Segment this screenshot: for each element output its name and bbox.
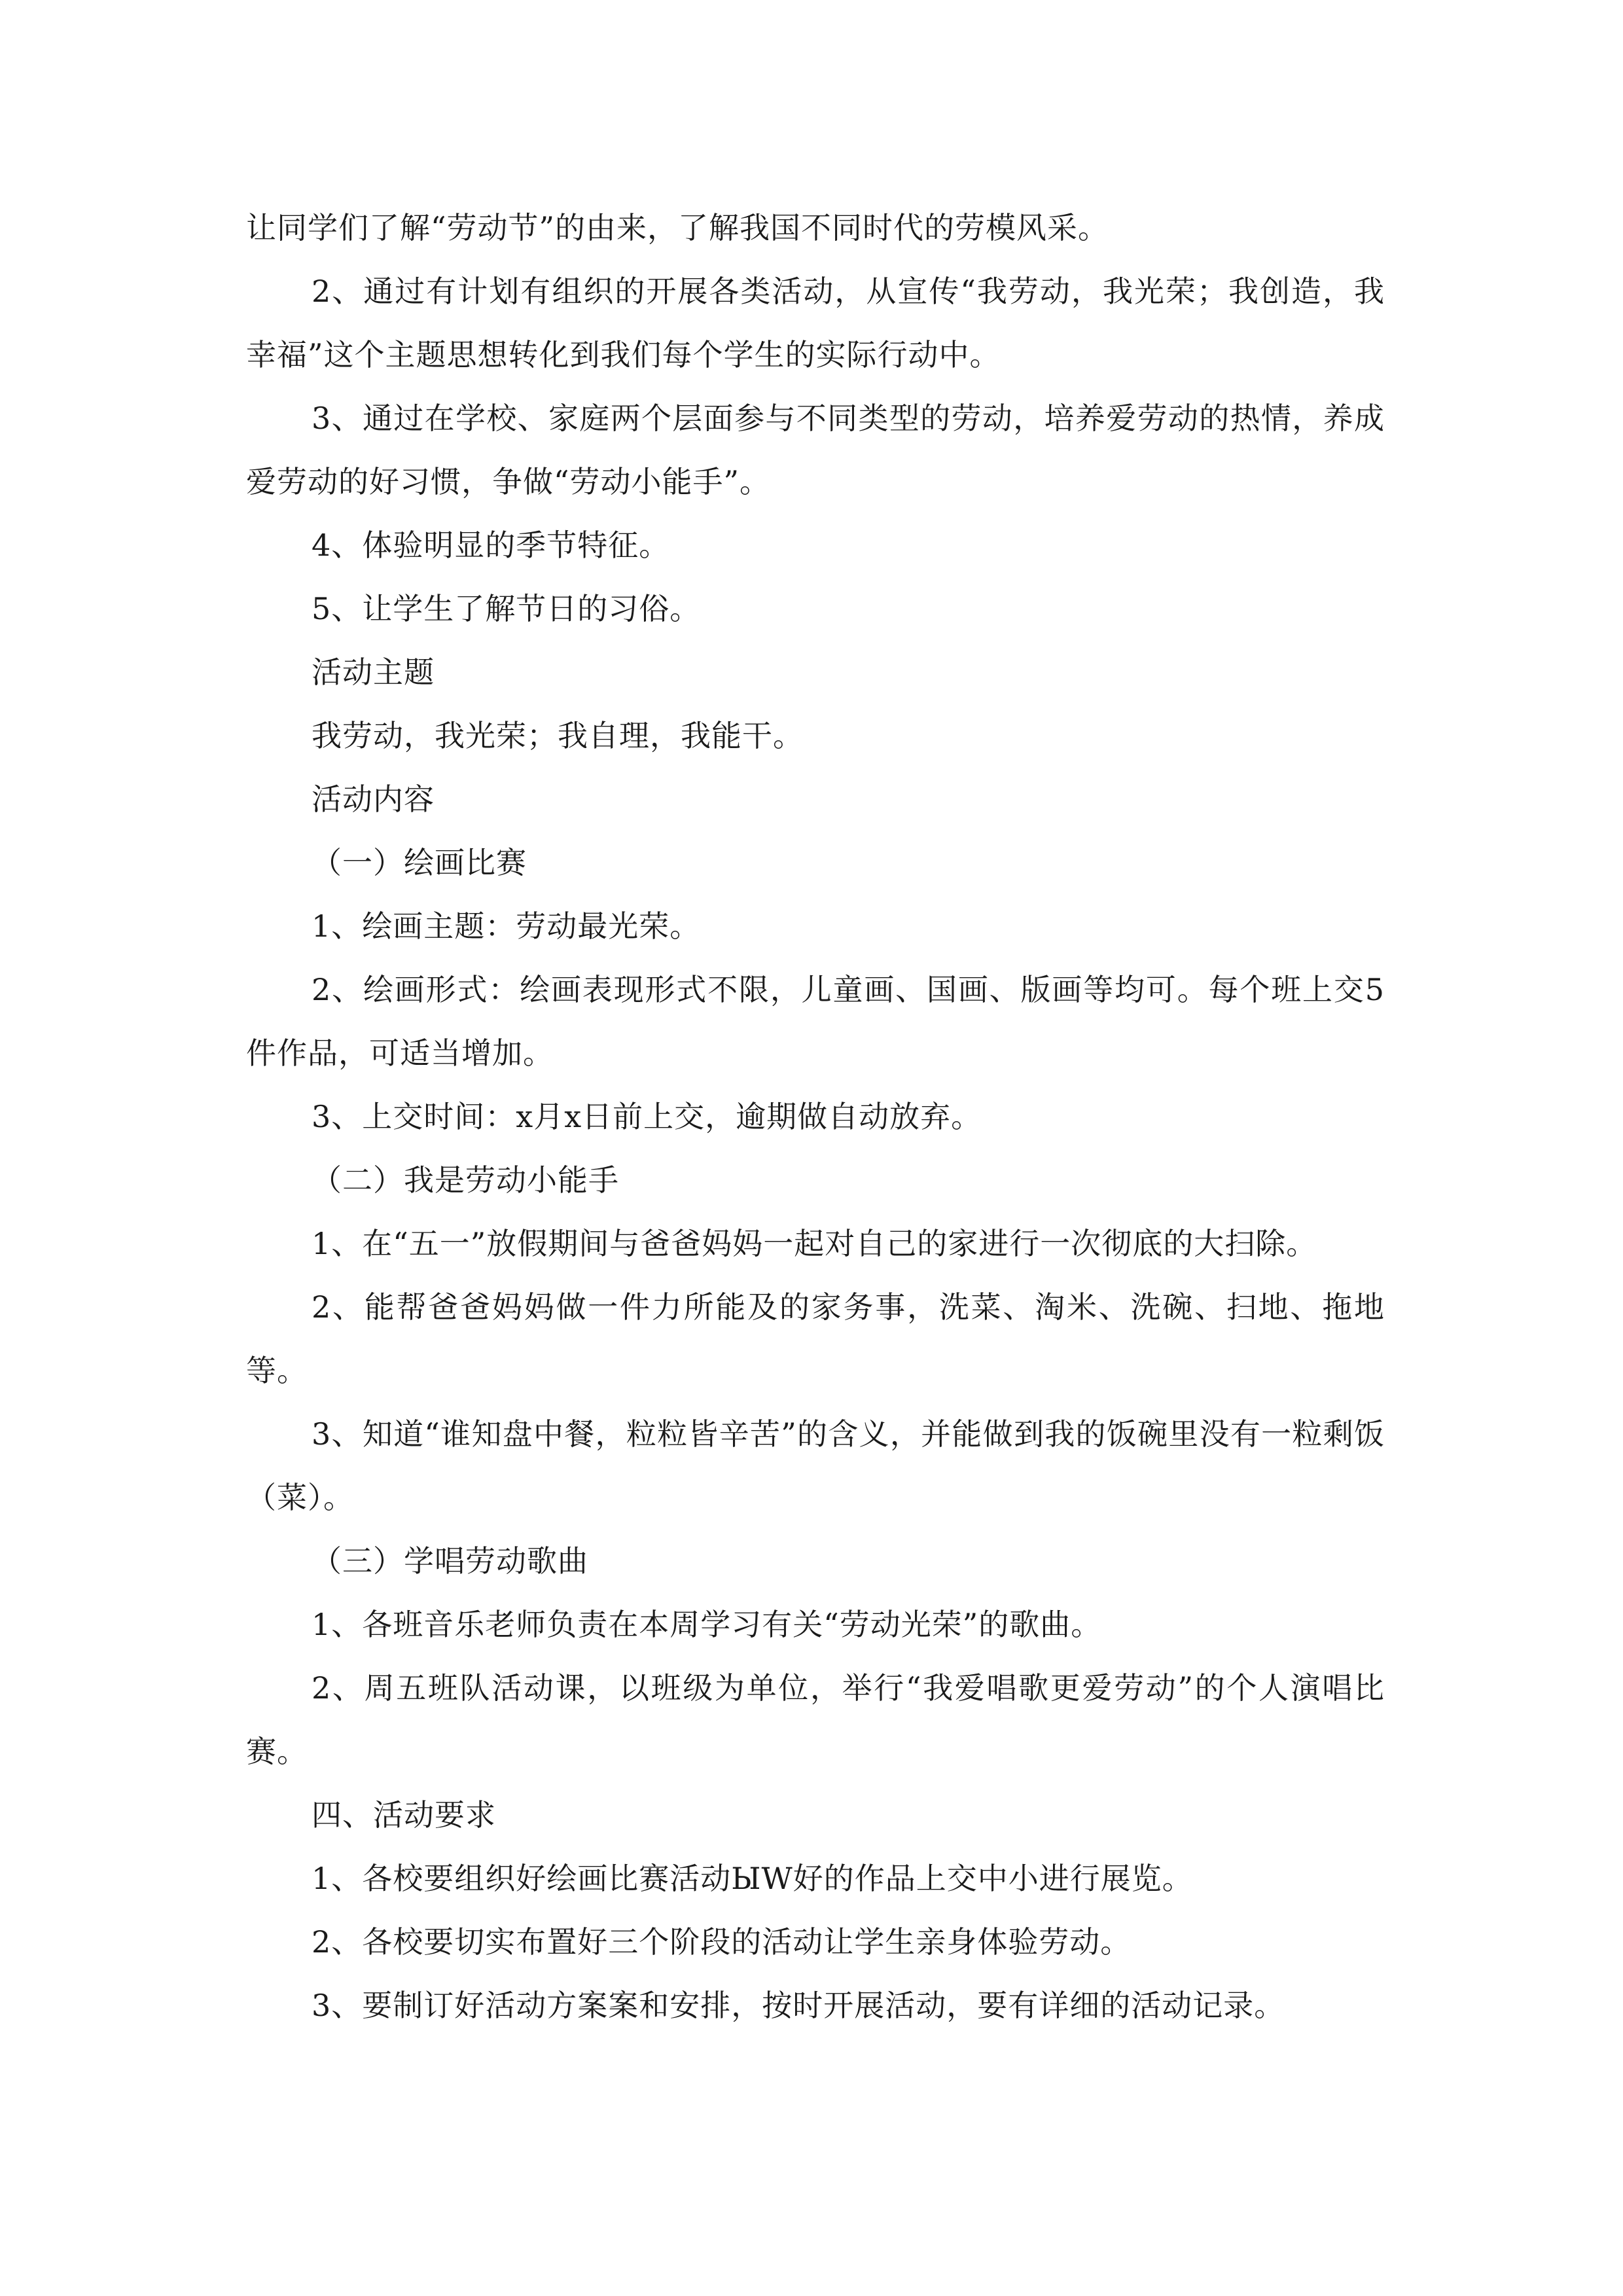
heading-requirements: 四、活动要求 <box>312 1797 496 1833</box>
paragraph-singing-contest: 2、周五班队活动课，以班级为单位，举行“我爱唱歌更爱劳动”的个人演唱比赛。 <box>246 1670 1385 1769</box>
paragraph-5: 5、让学生了解节日的习俗。 <box>312 591 701 626</box>
paragraph-submit-time: 3、上交时间：x月x日前上交，逾期做自动放弃。 <box>312 1099 982 1134</box>
paragraph-theme-text: 我劳动，我光荣；我自理，我能干。 <box>312 718 804 753</box>
heading-activity-content: 活动内容 <box>312 781 435 817</box>
paragraph-cleaning: 1、在“五一”放假期间与爸爸妈妈一起对自己的家进行一次彻底的大扫除。 <box>312 1226 1317 1261</box>
paragraph-requirement-1: 1、各校要组织好绘画比赛活动ЫW好的作品上交中小进行展览。 <box>312 1861 1193 1896</box>
paragraph-2: 2、通过有计划有组织的开展各类活动，从宣传“我劳动，我光荣；我创造，我幸福”这个主题思想转化到我们每个学生的实际行动中。 <box>246 274 1385 372</box>
paragraph-1: 让同学们了解“劳动节”的由来，了解我国不同时代的劳模风采。 <box>246 210 1109 245</box>
subheading-drawing-contest: （一）绘画比赛 <box>312 845 527 880</box>
paragraph-music-teacher: 1、各班音乐老师负责在本周学习有关“劳动光荣”的歌曲。 <box>312 1607 1102 1642</box>
heading-activity-theme: 活动主题 <box>312 655 435 690</box>
subheading-labor-helper: （二）我是劳动小能手 <box>312 1162 619 1198</box>
paragraph-drawing-form: 2、绘画形式：绘画表现形式不限，儿童画、国画、版画等均可。每个班上交5件作品，可适当增加。 <box>246 972 1385 1071</box>
paragraph-requirement-3: 3、要制订好活动方案案和安排，按时开展活动，要有详细的活动记录。 <box>312 1988 1285 2023</box>
document-body <box>246 196 1385 2037</box>
subheading-labor-songs: （三）学唱劳动歌曲 <box>312 1543 588 1579</box>
paragraph-4: 4、体验明显的季节特征。 <box>312 528 670 563</box>
paragraph-no-waste: 3、知道“谁知盘中餐，粒粒皆辛苦”的含义，并能做到我的饭碗里没有一粒剩饭（菜）。 <box>246 1416 1385 1515</box>
paragraph-drawing-theme: 1、绘画主题：劳动最光荣。 <box>312 908 701 944</box>
paragraph-housework: 2、能帮爸爸妈妈做一件力所能及的家务事，洗菜、淘米、洗碗、扫地、拖地等。 <box>246 1289 1385 1388</box>
paragraph-3: 3、通过在学校、家庭两个层面参与不同类型的劳动，培养爱劳动的热情，养成爱劳动的好习惯，争做“劳动小能手”。 <box>246 401 1385 499</box>
paragraph-requirement-2: 2、各校要切实布置好三个阶段的活动让学生亲身体验劳动。 <box>312 1924 1132 1960</box>
